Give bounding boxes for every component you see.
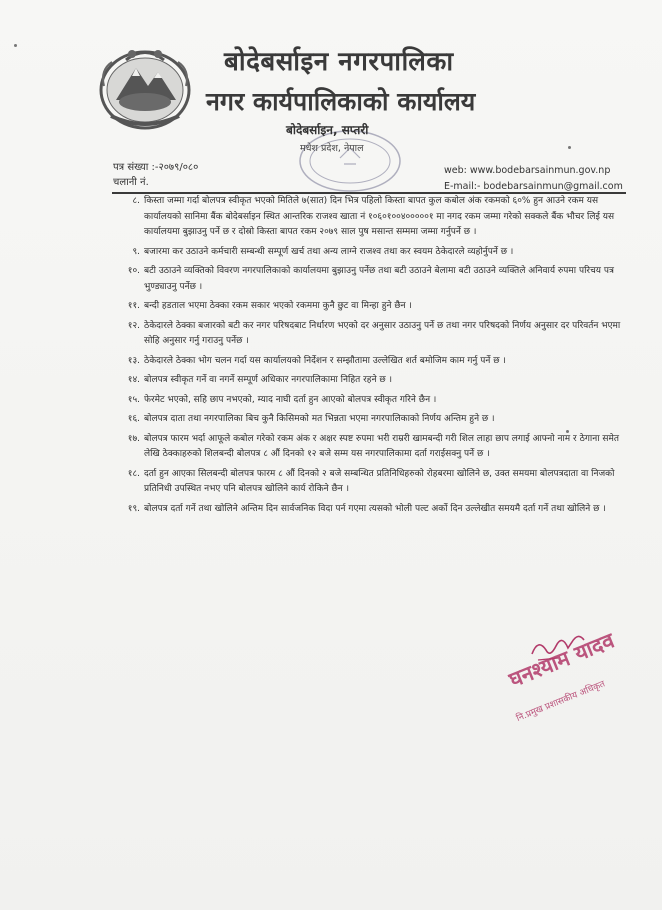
clause-number: १४.	[127, 375, 140, 385]
signatory-title: नि.प्रमुख प्रशासकीय अधिकृत	[515, 679, 607, 725]
clause-text: बोलपत्र स्वीकृत गर्ने वा नगर्ने सम्पूर्ण अधिकार नगरपालिकामा निहित रहने छ ।	[144, 375, 393, 385]
clause-text: बजारमा कर उठाउने कर्मचारी सम्बन्धी सम्पूर्ण खर्च तथा अन्य लाग्ने राजश्व तथा कर स्वयम ठेकेदारले व्यहोर्नुपर्ने छ ।	[144, 246, 514, 257]
clause-number: १३.	[127, 355, 140, 366]
clause-text: किस्ता जम्मा गर्दा बोलपत्र स्वीकृत भएको मितिले ७(सात) दिन भित्र पहिलो किस्ता बापत कुल कबोल अंक रकमको ६०% हुन आउने रकम यस कार्यालयको सानिमा बैंक बोदेबर्साइन स्थित आन्तरिक राजश्व खाता नं १०६०१००४०००००१ मा नगद रकम जम्मा गरेको सक्कले बैंक भौचर लिई यस कार्यालयमा बुझाउनु पर्ने छ र दोस्रो किस्ता बापत रकम २०७९ साल पुष मसान्त सम्ममा जम्मा गर्नुपर्ने छ ।	[144, 196, 615, 237]
clause-text: बोलपत्र दाता तथा नगरपालिका बिच कुनै किसिमको मत भिन्नता भएमा नगरपालिकाको निर्णय अन्तिम हुने छ ।	[144, 414, 495, 424]
clause-text: बन्दी हडताल भएमा ठेक्का रकम सकार भएको रकममा कुनै छुट वा मिन्हा हुने छैन ।	[144, 301, 412, 311]
clause-number: ८.	[132, 196, 140, 206]
letter-number: पत्र संख्या :-२०७९/०८०	[113, 162, 199, 173]
signatory-name: घनश्याम यादव	[505, 627, 618, 693]
clause-text: ठेकेदारले ठेक्का भोग चलन गर्दा यस कार्यालयको निर्देशन र सम्झौतामा उल्लेखित शर्त बमोजिम काम गर्नु पर्ने छ ।	[144, 355, 506, 366]
clause-number: ९.	[132, 246, 140, 257]
clause-item	[120, 502, 628, 518]
conditions-list	[120, 194, 628, 521]
clause-text: बोलपत्र दर्ता गर्ने तथा खोलिने अन्तिम दिन सार्वजनिक विदा पर्न गएमा त्यसको भोली पल्ट अर्को दिन उल्लेखीत समयमै दर्ता गर्ने तथा खोलिने छ ।	[144, 503, 606, 514]
email-line: E-mail:- bodebarsainmun@gmail.com	[444, 181, 623, 192]
scan-speck	[14, 44, 17, 47]
scan-speck	[568, 146, 571, 149]
clause-number: १७.	[127, 433, 140, 444]
clause-item	[120, 264, 628, 295]
clause-item	[120, 412, 628, 428]
clause-number: १५.	[127, 394, 140, 405]
dispatch-number: चलानी नं.	[113, 177, 149, 188]
clause-item	[120, 194, 628, 241]
clause-number: १८.	[127, 468, 140, 479]
clause-text: फेरमेट भएको, सहि छाप नभएको, म्याद नाघी दर्ता हुन आएको बोलपत्र स्वीकृत गरिने छैन ।	[144, 394, 437, 405]
clause-number: १९.	[127, 503, 140, 514]
municipality-name: बोदेबर्साइन नगरपालिका	[224, 47, 454, 77]
province-line: मधेश प्रदेश, नेपाल	[300, 143, 364, 154]
clause-text: बटी उठाउने व्यक्तिको विवरण नगरपालिकाको कार्यालयमा बुझाउनु पर्नेछ तथा बटी उठाउने बेलामा बटी उठाउने व्यक्तिले अनिवार्य रुपमा परिचय पत्र भुण्ड्याउनु पर्नेछ ।	[144, 266, 614, 292]
office-name: नगर कार्यपालिकाको कार्यालय	[206, 87, 476, 116]
clause-item	[120, 373, 628, 389]
clause-item	[120, 245, 628, 261]
clause-number: ११.	[127, 301, 140, 311]
clause-number: १६.	[127, 414, 140, 424]
municipality-address: बोदेबर्साइन, सप्तरी	[286, 123, 369, 137]
clause-text: ठेकेदारले ठेक्का बजारको बटी कर नगर परिषदबाट निर्धारण भएको दर अनुसार उठाउनु पर्ने छ तथा नगर परिषदको निर्णय अनुसार दर परिवर्तन भएमा सोहि अनुसार गर्नु गराउनु पर्नेछ ।	[144, 320, 621, 346]
clause-item	[120, 299, 628, 315]
clause-item	[120, 393, 628, 409]
clause-item	[120, 432, 628, 463]
clause-text: बोलपत्र फारम भर्दा आफूले कबोल गरेको रकम अंक र अक्षर स्पष्ट रुपमा भरी राम्ररी खामबन्दी गरी शिल लाहा छाप लगाई आफ्नो नाम र ठेगाना समेत लेखि ठेक्काहरुको शिलबन्दी बोलपत्र ८ औं दिनको १२ बजे सम्म यस नगरपालिकामा दर्ता गराईसक्नु पर्ने छ ।	[144, 433, 619, 459]
clause-number: १२.	[127, 320, 140, 331]
clause-item	[120, 354, 628, 370]
scan-speck	[566, 430, 569, 433]
clause-item	[120, 467, 628, 498]
website-line: web: www.bodebarsainmun.gov.np	[444, 165, 611, 176]
nepal-emblem-icon	[96, 40, 194, 132]
clause-text: दर्ता हुन आएका सिलबन्दी बोलपत्र फारम ८ औं दिनको २ बजे सम्बन्धित प्रतिनिधिहरुको रोहबरमा खोलिने छ, उक्त समयमा बोलपत्रदाता वा निजको प्रतिनिधी उपस्थित नभए पनि बोलपत्र खोलिने कार्य रोकिने छैन ।	[144, 468, 615, 494]
clause-number: १०.	[127, 266, 140, 276]
clause-item	[120, 319, 628, 350]
